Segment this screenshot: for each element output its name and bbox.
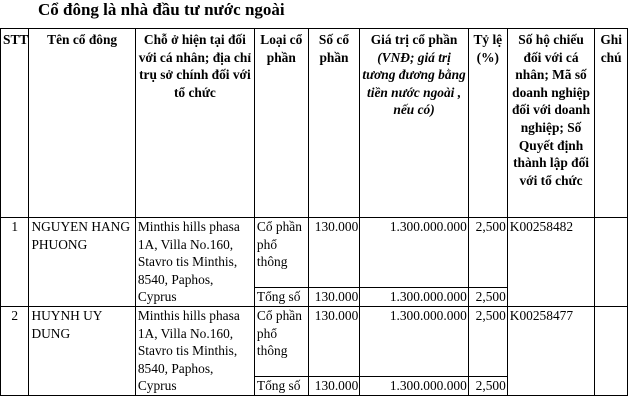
row-id: K00258482	[507, 218, 594, 307]
row-name: NGUYEN HANG PHUONG	[29, 218, 135, 307]
row-ratio: 2,500	[468, 218, 507, 288]
header-ratio: Tỷ lệ (%)	[468, 29, 507, 218]
table-row	[1, 218, 628, 288]
row-ratio: 2,500	[468, 306, 507, 376]
row-total-count: 130.000	[308, 288, 360, 307]
header-value-main: Giá trị cổ phần	[370, 32, 458, 47]
table-row	[1, 306, 628, 376]
header-value	[360, 29, 469, 218]
row-total-value: 1.300.000.000	[360, 377, 469, 396]
header-share-count: Số cổ phần	[308, 29, 360, 218]
row-id: K00258477	[507, 306, 594, 395]
row-total-label: Tổng số	[254, 288, 308, 307]
header-value-note: (VNĐ; giá trị tương đương bằng tiền nước ngoài , nếu có)	[362, 49, 466, 118]
row-stt: 2	[1, 306, 29, 395]
row-total-value: 1.300.000.000	[360, 288, 469, 307]
header-name: Tên cổ đông	[29, 29, 135, 218]
row-value: 1.300.000.000	[360, 306, 469, 376]
header-id: Số hộ chiếu đối với cá nhân; Mã số doanh nghiệp đối với doanh nghiệp; Số Quyết định thành lập đối với tổ chức	[507, 29, 594, 218]
row-address: Minthis hills phasa 1A, Villa No.160, Stavro tis Minthis, 8540, Paphos, Cyprus	[135, 218, 254, 307]
header-note: Ghi chú	[595, 29, 628, 218]
row-note	[595, 218, 628, 307]
row-total-ratio: 2,500	[468, 288, 507, 307]
header-address: Chỗ ở hiện tại đối với cá nhân; địa chỉ trụ sở chính đối với tổ chức	[135, 29, 254, 218]
row-note	[595, 306, 628, 395]
header-row	[1, 29, 628, 218]
row-stt: 1	[1, 218, 29, 307]
row-total-ratio: 2,500	[468, 377, 507, 396]
row-value: 1.300.000.000	[360, 218, 469, 288]
shareholder-table-container	[0, 28, 637, 401]
row-total-count: 130.000	[308, 377, 360, 396]
row-share-type: Cổ phần phổ thông	[254, 218, 308, 288]
row-total-label: Tổng số	[254, 377, 308, 396]
row-name: HUYNH UY DUNG	[29, 306, 135, 395]
shareholder-table	[0, 28, 628, 396]
row-share-count: 130.000	[308, 218, 360, 288]
section-title: Cổ đông là nhà đầu tư nước ngoài	[38, 0, 285, 19]
header-stt: STT	[1, 29, 29, 218]
row-address: Minthis hills phasa 1A, Villa No.160, Stavro tis Minthis, 8540, Paphos, Cyprus	[135, 306, 254, 395]
header-share-type: Loại cổ phần	[254, 29, 308, 218]
row-share-type: Cổ phần phổ thông	[254, 306, 308, 376]
row-share-count: 130.000	[308, 306, 360, 376]
